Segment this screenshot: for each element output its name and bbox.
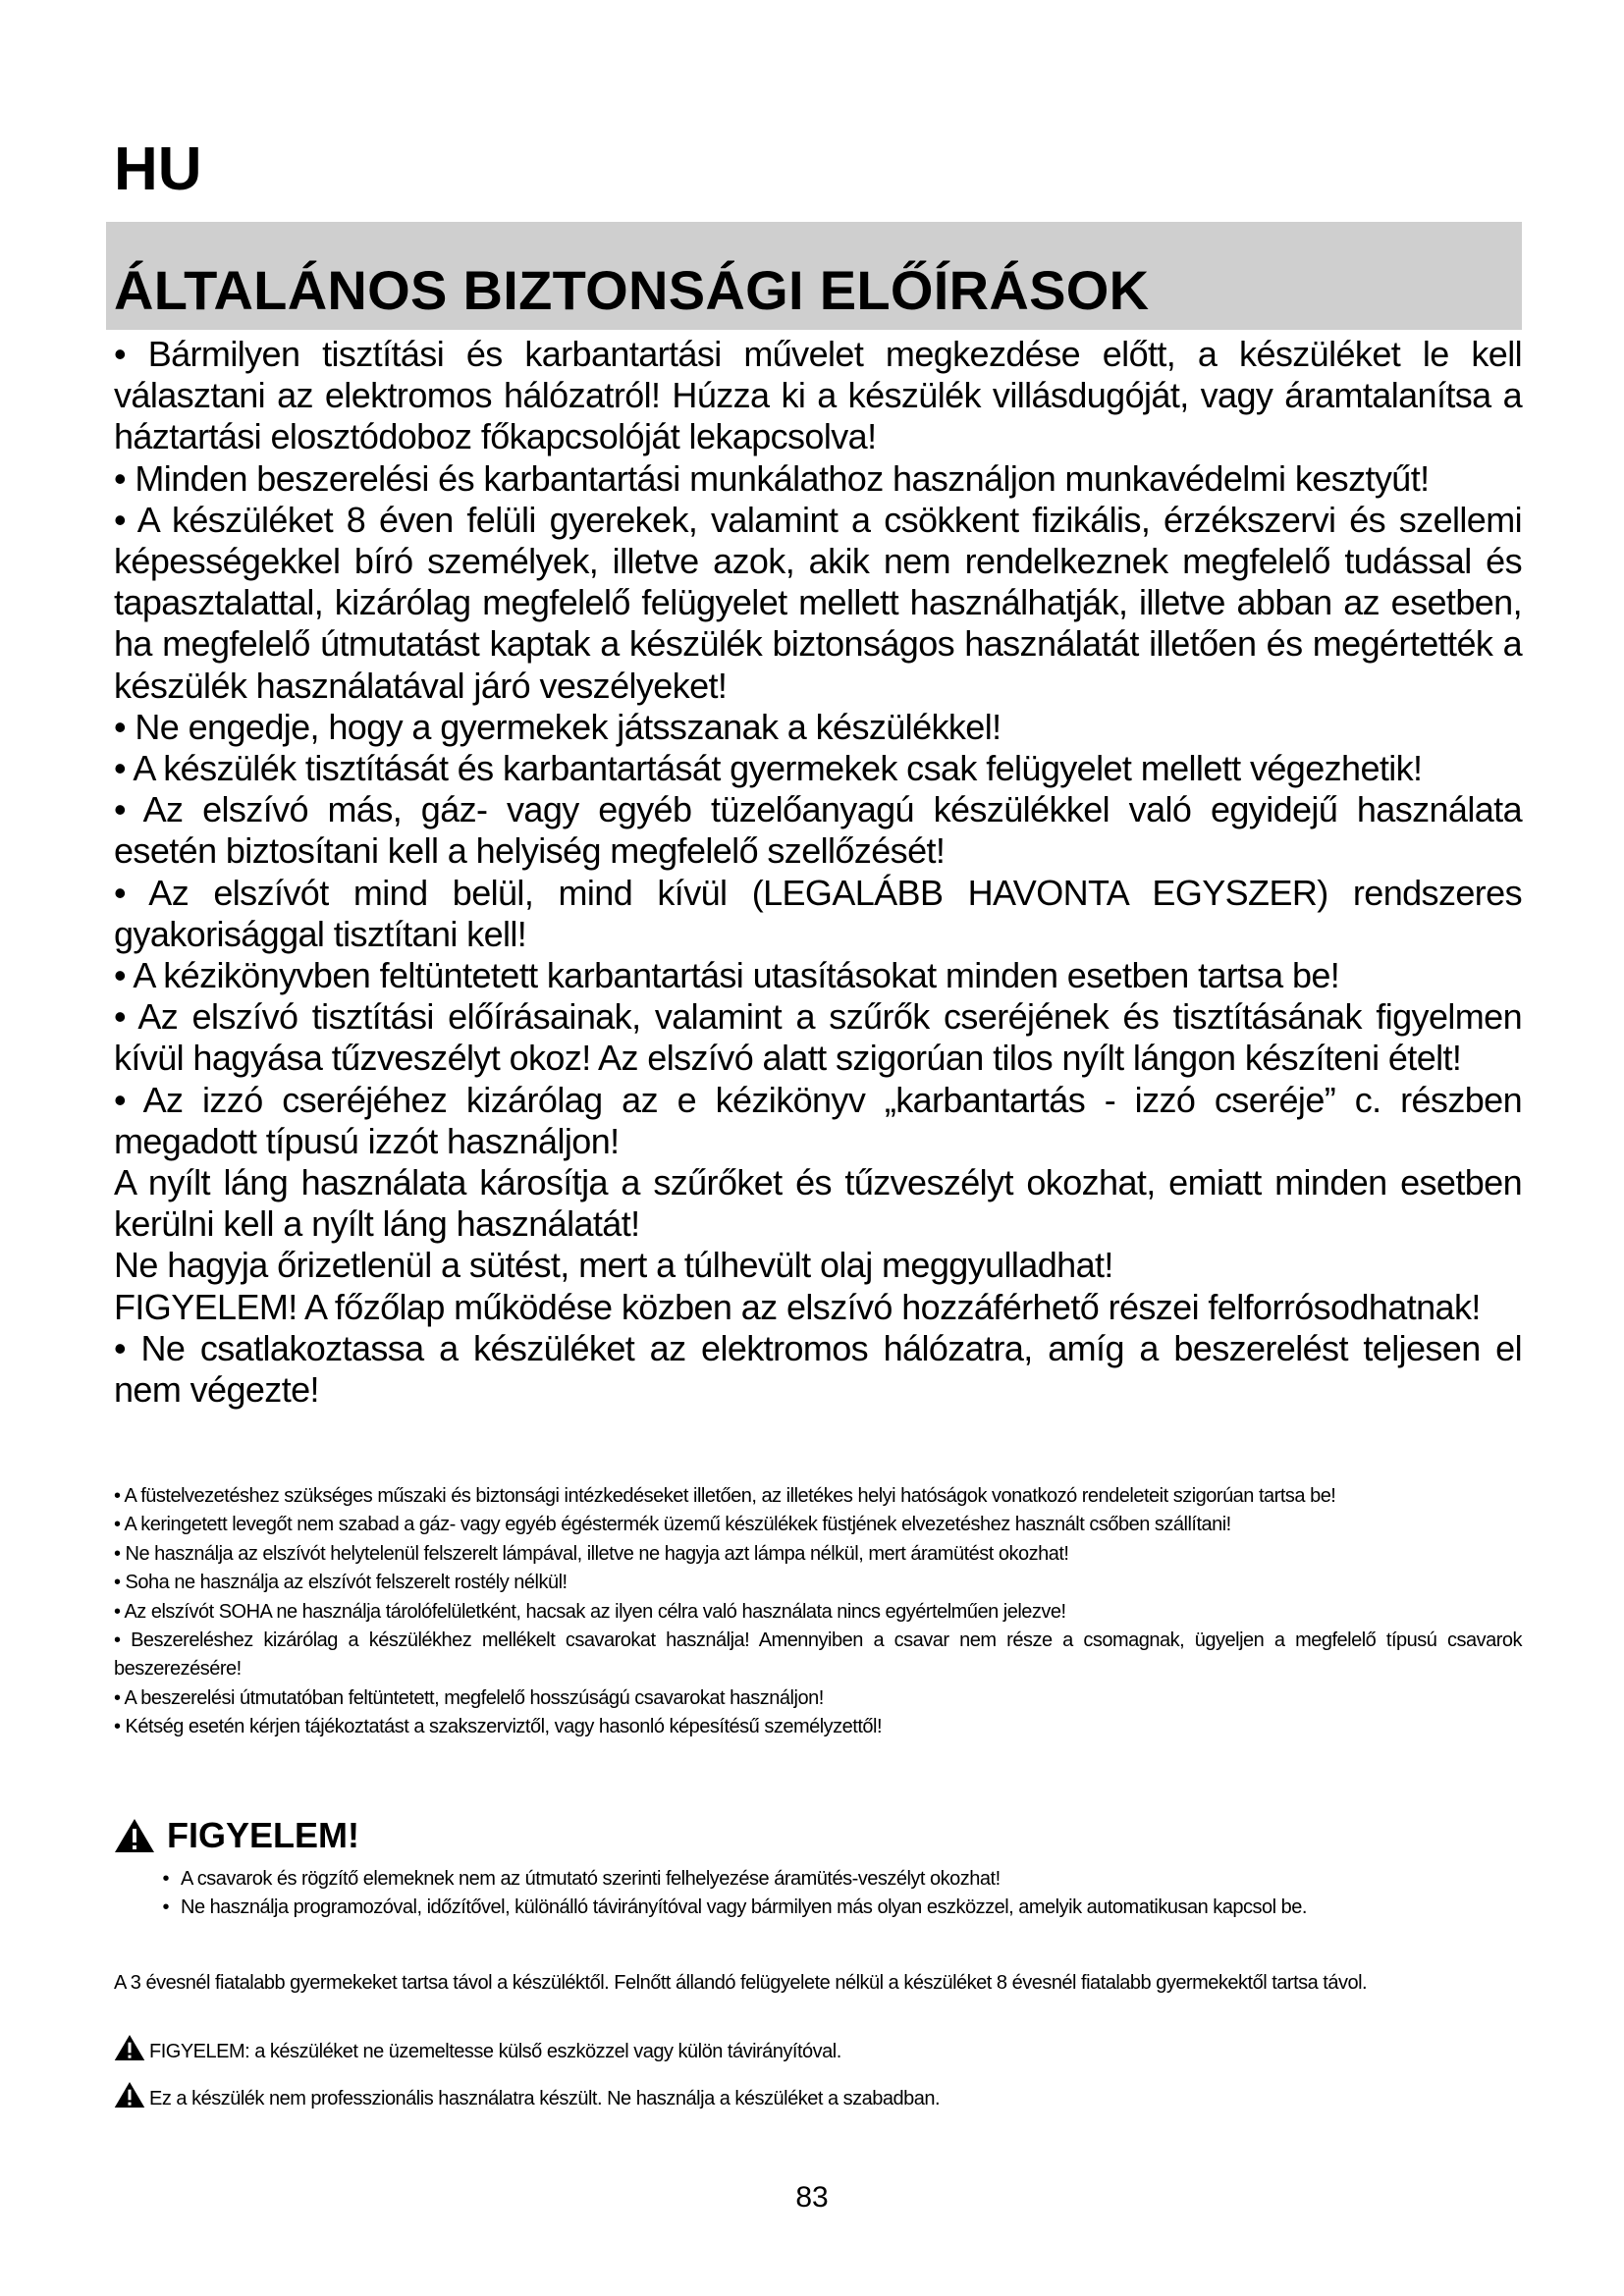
paragraph: FIGYELEM! A főzőlap működése közben az elszívó hozzáférhető részei felforrósodhatnak! [114, 1286, 1481, 1327]
secondary-safety-text [114, 1482, 1522, 1742]
paragraph: • A füstelvezetéshez szükséges műszaki és biztonsági intézkedéseket illetően, az illetékes helyi hatóságok vonatkozó rendeleteit szigorúan tartsa be! [114, 1485, 1336, 1507]
paragraph: • A készüléket 8 éven felüli gyerekek, valamint a csökkent fizikális, érzékszervi és szellemi képességekkel bíró személyek, illetve azok, akik nem rendelkeznek megfelelő tudással és tapasztalattal, kizárólag megfelelő felügyelet mellett használhatják, illetve abban az esetben, ha megfelelő útmutatást kaptak a készülék biztonságos használatát illetően és megértették a készülék használatával járó veszélyeket! [114, 499, 1522, 706]
list-item: • A csavarok és rögzítő elemeknek nem az útmutató szerinti felhelyezése áramütés-veszélyt okozhat! [114, 1865, 1522, 1894]
paragraph: • Az elszívót mind belül, mind kívül (LEGALÁBB HAVONTA EGYSZER) rendszeres gyakorisággal tisztítani kell! [114, 872, 1522, 954]
paragraph: A nyílt láng használata károsítja a szűrőket és tűzveszélyt okozhat, emiatt minden esetben kerülni kell a nyílt láng használatát! [114, 1162, 1522, 1245]
page-title: ÁLTALÁNOS BIZTONSÁGI ELŐÍRÁSOK [114, 259, 1150, 321]
paragraph: • Beszereléshez kizárólag a készülékhez mellékelt csavarokat használja! Amennyiben a csavar nem része a csomagnak, ügyeljen a megfelelő típusú csavarok beszerezésére! [114, 1629, 1522, 1681]
warning-heading-text: FIGYELEM! [167, 1815, 359, 1855]
warning-triangle-icon [114, 1818, 155, 1853]
paragraph: • Az elszívó más, gáz- vagy egyéb tüzelőanyagú készülékkel való egyidejű használata esetén biztosítani kell a helyiség megfelelő szellőzését! [114, 789, 1522, 872]
paragraph: • A beszerelési útmutatóban feltüntetett, megfelelő hosszúságú csavarokat használjon! [114, 1686, 824, 1709]
children-note: A 3 évesnél fiatalabb gyermekeket tartsa távol a készüléktől. Felnőtt állandó felügyelete nélkül a készüléket 8 évesnél fiatalabb gyermekektől tartsa távol. [114, 1972, 1368, 1994]
paragraph: • Kétség esetén kérjen tájékoztatást a szakszerviztől, vagy hasonló képesítésű személyzettől! [114, 1716, 883, 1738]
list-item: • Ne használja programozóval, időzítővel, különálló távirányítóval vagy bármilyen más olyan eszközzel, amelyik automatikusan kapcsol be. [114, 1894, 1522, 1922]
note-external-control [114, 2034, 841, 2061]
paragraph: Ne hagyja őrizetlenül a sütést, mert a túlhevült olaj meggyulladhat! [114, 1245, 1113, 1286]
paragraph: • Bármilyen tisztítási és karbantartási művelet megkezdése előtt, a készüléket le kell választani az elektromos hálózatról! Húzza ki a készülék villásdugóját, vagy áramtalanítsa a háztartási elosztódoboz főkapcsolóját lekapcsolva! [114, 334, 1522, 457]
warning-triangle-icon [114, 2081, 145, 2109]
warning-heading [114, 1815, 359, 1855]
paragraph: • Ne csatlakoztassa a készüléket az elektromos hálózatra, amíg a beszerelést teljesen el nem végezte! [114, 1327, 1522, 1411]
warning-list [114, 1865, 1522, 1922]
note-text: Ez a készülék nem professzionális használatra készült. Ne használja a készüléket a szabadban. [149, 2088, 941, 2109]
paragraph: • Az elszívó tisztítási előírásainak, valamint a szűrők cseréjének és tisztításának figyelmen kívül hagyása tűzveszélyt okoz! Az elszívó alatt szigorúan tilos nyílt lángon készíteni ételt! [114, 996, 1522, 1079]
paragraph: • A kézikönyvben feltüntetett karbantartási utasításokat minden esetben tartsa be! [114, 955, 1340, 996]
paragraph: • Minden beszerelési és karbantartási munkálathoz használjon munkavédelmi kesztyűt! [114, 457, 1430, 499]
note-not-professional [114, 2081, 940, 2109]
warning-triangle-icon [114, 2034, 145, 2061]
paragraph: • Ne engedje, hogy a gyermekek játsszanak a készülékkel! [114, 706, 1001, 747]
paragraph: • A készülék tisztítását és karbantartását gyermekek csak felügyelet mellett végezhetik! [114, 748, 1423, 789]
paragraph: • Ne használja az elszívót helytelenül felszerelt lámpával, illetve ne hagyja azt lámpa nélkül, mert áramütést okozhat! [114, 1542, 1069, 1565]
main-safety-text [114, 334, 1522, 1411]
page-number: 83 [795, 2181, 829, 2214]
language-code: HU [114, 135, 202, 203]
paragraph: • Az izzó cseréjéhez kizárólag az e kézikönyv „karbantartás - izzó cseréje” c. részben megadott típusú izzót használjon! [114, 1079, 1522, 1161]
paragraph: • Az elszívót SOHA ne használja tárolófelületként, hacsak az ilyen célra való használata nincs egyértelműen jelezve! [114, 1600, 1066, 1623]
paragraph: • A keringetett levegőt nem szabad a gáz- vagy egyéb égéstermék üzemű készülékek füstjének elvezetéshez használt csőben szállítani! [114, 1514, 1231, 1536]
paragraph: • Soha ne használja az elszívót felszerelt rostély nélkül! [114, 1572, 568, 1594]
note-text: FIGYELEM: a készüléket ne üzemeltesse külső eszközzel vagy külön távirányítóval. [149, 2041, 841, 2062]
